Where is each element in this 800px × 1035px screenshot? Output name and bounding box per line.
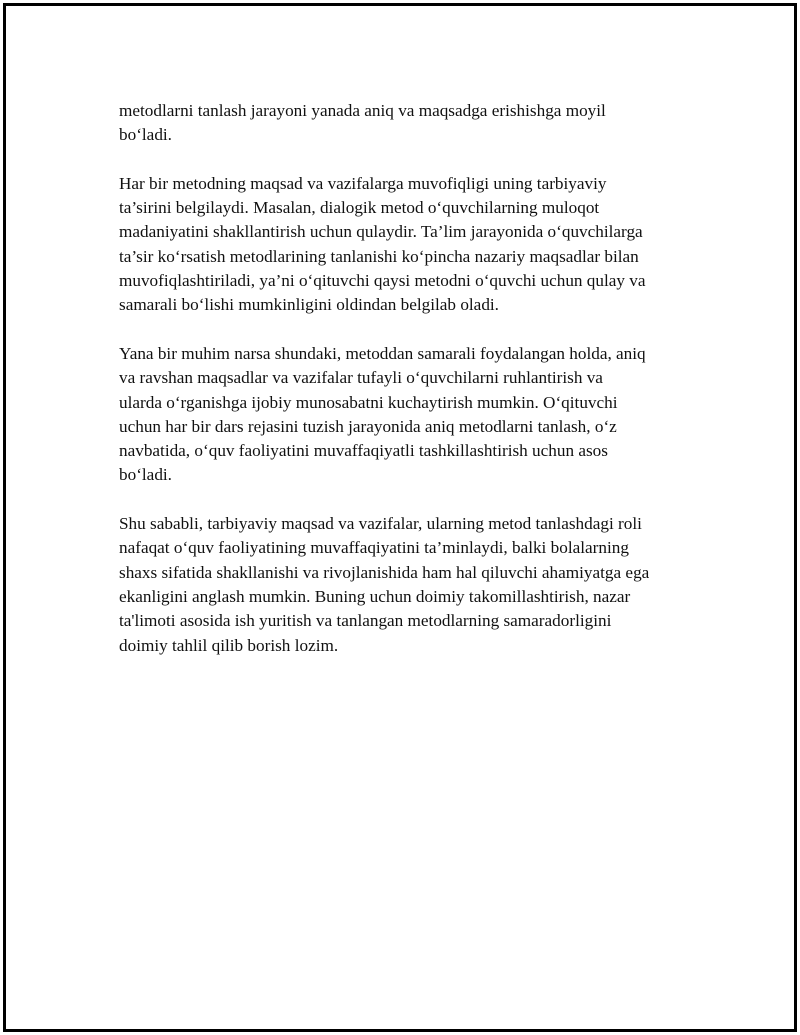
document-page	[3, 3, 797, 1032]
paragraph-3: Yana bir muhim narsa shundaki, metoddan samarali foydalangan holda, aniq va ravshan maqsadlar va vazifalar tufayli o‘quvchilarni ruhlantirish va ularda o‘rganishga ijobiy munosabatni kuchaytirish mumkin. O‘qituvchi uchun har bir dars rejasini tuzish jarayonida aniq metodlarni tanlash, o‘z navbatida, o‘quv faoliyatini muvaffaqiyatli tashkillashtirish uchun asos bo‘ladi.	[119, 343, 646, 485]
document-body	[119, 99, 709, 682]
paragraph-2: Har bir metodning maqsad va vazifalarga muvofiqligi uning tarbiyaviy ta’sirini belgilaydi. Masalan, dialogik metod o‘quvchilarning muloqot madaniyatini shakllantirish uchun qulaydir. Ta’lim jarayonida o‘quvchilarga ta’sir ko‘rsatish metodlarining tanlanishi ko‘pincha nazariy maqsadlar bilan muvofiqlashtiriladi, ya’ni o‘qituvchi qaysi metodni o‘quvchi uchun qulay va samarali bo‘lishi mumkinligini oldindan belgilab oladi.	[119, 173, 646, 315]
paragraph-1: metodlarni tanlash jarayoni yanada aniq va maqsadga erishishga moyil bo‘ladi.	[119, 101, 606, 145]
paragraph-4: Shu sababli, tarbiyaviy maqsad va vazifalar, ularning metod tanlashdagi roli nafaqat o‘quv faoliyatining muvaffaqiyatini ta’minlaydi, balki bolalarning shaxs sifatida shakllanishi va rivojlanishida ham hal qiluvchi ahamiyatga ega ekanligini anglash mumkin. Buning uchun doimiy takomillashtirish, nazar ta'limoti asosida ish yuritish va tanlangan metodlarning samaradorligini doimiy tahlil qilib borish lozim.	[119, 514, 650, 655]
